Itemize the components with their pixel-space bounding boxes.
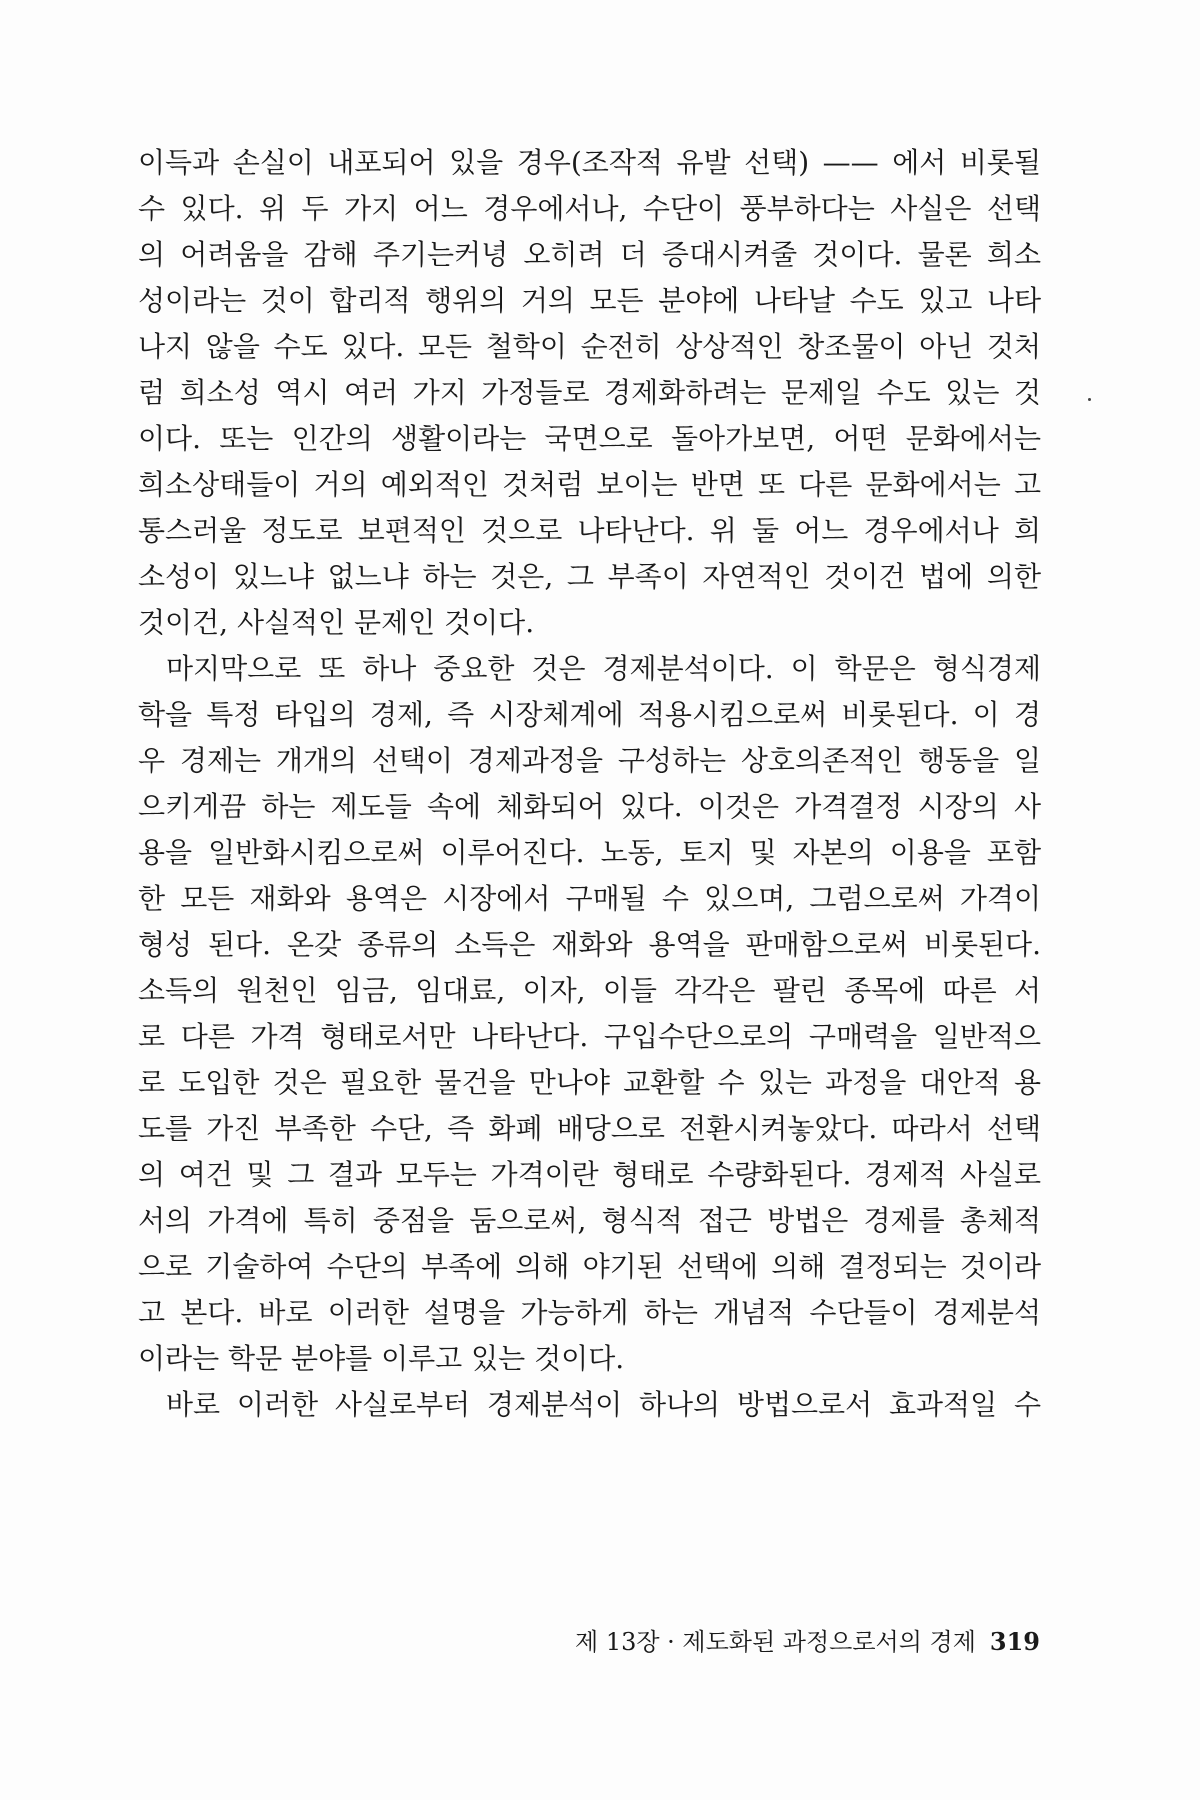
margin-speck [1088,398,1091,401]
text-line: 서의 가격에 특히 중점을 둠으로써, 형식적 접근 방법은 경제를 총체적 [138,1204,1041,1237]
text-line: 우 경제는 개개의 선택이 경제과정을 구성하는 상호의존적인 행동을 일 [138,744,1041,777]
text-line: 로 다른 가격 형태로서만 나타난다. 구입수단으로의 구매력을 일반적으 [138,1020,1041,1053]
text-line: 소성이 있느냐 없느냐 하는 것은, 그 부족이 자연적인 것이건 법에 의한 [138,560,1041,593]
text-line: 희소상태들이 거의 예외적인 것처럼 보이는 반면 또 다른 문화에서는 고 [138,468,1041,501]
text-line: 이득과 손실이 내포되어 있을 경우(조작적 유발 선택) —— 에서 비롯될 [138,146,1041,179]
text-line: 으로 기술하여 수단의 부족에 의해 야기된 선택에 의해 결정되는 것이라 [138,1250,1041,1283]
text-line: 용을 일반화시킴으로써 이루어진다. 노동, 토지 및 자본의 이용을 포함 [138,836,1041,869]
text-line: 의 어려움을 감해 주기는커녕 오히려 더 증대시켜줄 것이다. 물론 희소 [138,238,1041,271]
text-line: 수 있다. 위 두 가지 어느 경우에서나, 수단이 풍부하다는 사실은 선택 [138,192,1041,225]
text-line: 이다. 또는 인간의 생활이라는 국면으로 돌아가보면, 어떤 문화에서는 [138,422,1041,455]
page-footer [540,1622,1040,1662]
text-line: 한 모든 재화와 용역은 시장에서 구매될 수 있으며, 그럼으로써 가격이 [138,882,1041,915]
body-text [138,140,1041,1428]
paragraph-end-line: 이라는 학문 분야를 이루고 있는 것이다. [138,1342,625,1375]
text-line: 으키게끔 하는 제도들 속에 체화되어 있다. 이것은 가격결정 시장의 사 [138,790,1041,823]
running-head: 제 13장 · 제도화된 과정으로서의 경제 [575,1628,976,1656]
text-line: 로 도입한 것은 필요한 물건을 만나야 교환할 수 있는 과정을 대안적 용 [138,1066,1041,1099]
text-line: 의 여건 및 그 결과 모두는 가격이란 형태로 수량화된다. 경제적 사실로 [138,1158,1041,1191]
text-line: 고 본다. 바로 이러한 설명을 가능하게 하는 개념적 수단들이 경제분석 [138,1296,1041,1329]
text-line: 나지 않을 수도 있다. 모든 철학이 순전히 상상적인 창조물이 아닌 것처 [138,330,1041,363]
text-line: 도를 가진 부족한 수단, 즉 화폐 배당으로 전환시켜놓았다. 따라서 선택 [138,1112,1041,1145]
page-number: 319 [989,1627,1040,1656]
paragraph-end-line: 것이건, 사실적인 문제인 것이다. [138,606,535,639]
paragraph-first-line: 마지막으로 또 하나 중요한 것은 경제분석이다. 이 학문은 형식경제 [166,652,1041,685]
text-line: 성이라는 것이 합리적 행위의 거의 모든 분야에 나타날 수도 있고 나타 [138,284,1041,317]
text-line: 형성 된다. 온갖 종류의 소득은 재화와 용역을 판매함으로써 비롯된다. [138,928,1041,961]
text-line: 통스러울 정도로 보편적인 것으로 나타난다. 위 둘 어느 경우에서나 희 [138,514,1041,547]
text-line: 소득의 원천인 임금, 임대료, 이자, 이들 각각은 팔린 종목에 따른 서 [138,974,1041,1007]
text-line: 학을 특정 타입의 경제, 즉 시장체계에 적용시킴으로써 비롯된다. 이 경 [138,698,1041,731]
paragraph-first-line: 바로 이러한 사실로부터 경제분석이 하나의 방법으로서 효과적일 수 [166,1388,1041,1421]
text-line: 럼 희소성 역시 여러 가지 가정들로 경제화하려는 문제일 수도 있는 것 [138,376,1041,409]
